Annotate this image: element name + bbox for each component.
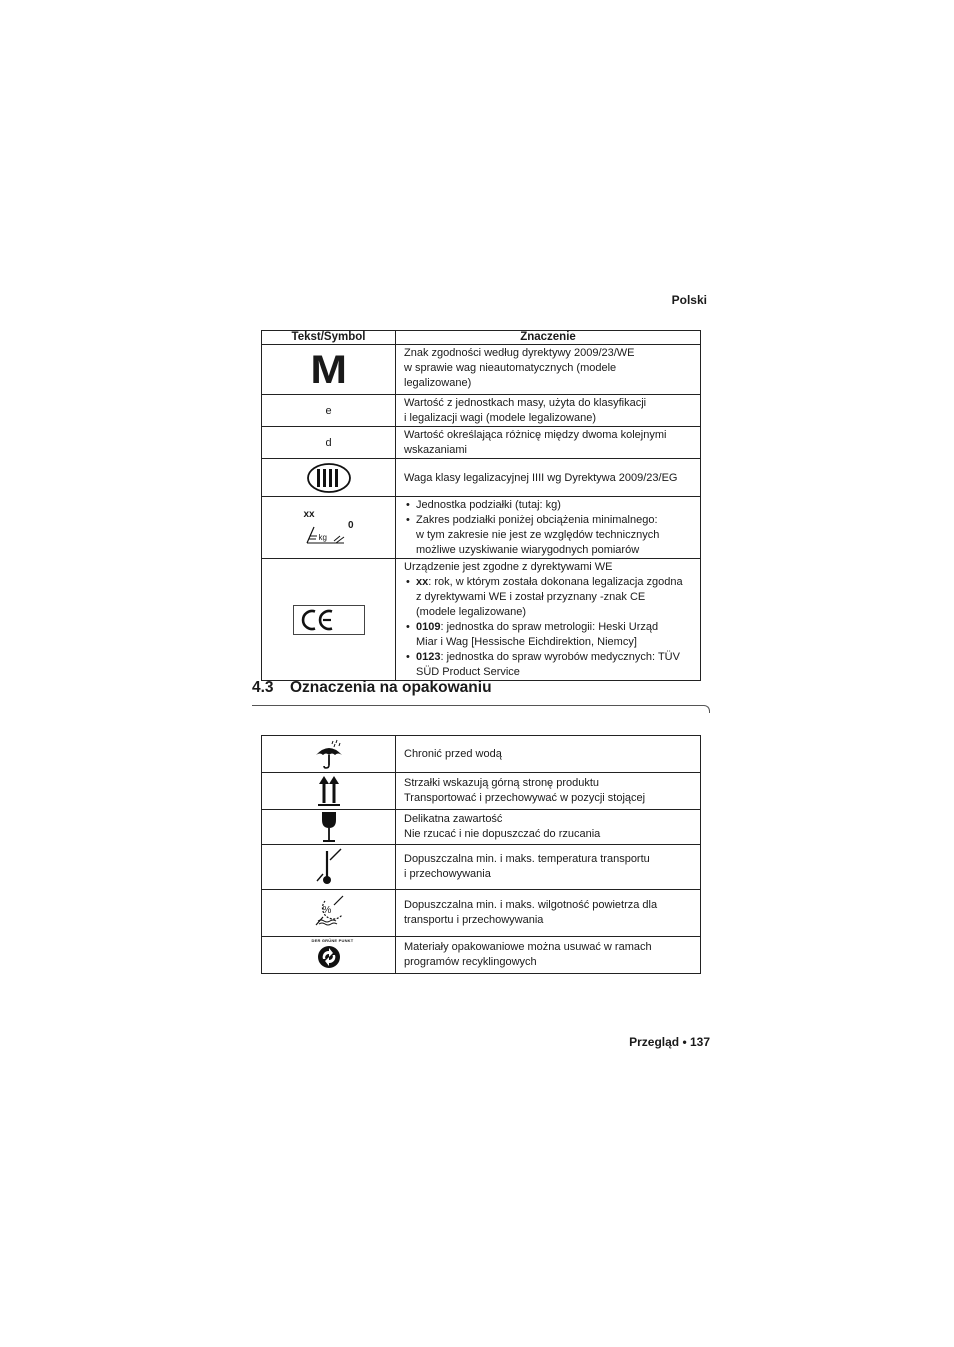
table-row [262,559,701,681]
symbol-cell [262,345,396,395]
symbol-cell [262,810,396,845]
meaning-cell: Wartość z jednostkach masy, użyta do klasyfikacji i legalizacji wagi (modele legalizowane) [396,395,701,427]
symbol-cell [262,559,396,681]
fragile-glass-icon [319,811,339,843]
table-row [262,345,701,395]
list-item: • Zakres podziałki poniżej obciążenia minimalnego: w tym zakresie nie jest ze względów technicznych możliwe uzyskiwanie wiarygodnych pomiarów [406,514,660,556]
metrology-m-icon: M [310,347,347,392]
meaning-cell: Urządzenie jest zgodne z dyrektywami WE • xx: rok, w którym została dokonana legalizacja zgodna z dyrektywami WE i został przyznany -znak CE (modele legalizowane) • 0109: jednostka do spraw metrologii: Heski Urząd Miar i Wag [Hessische Eichdirektion, Niemcy] • 0123: jednostka do spraw wyrobów medycznych: TÜV SÜD Product Service [396,559,701,681]
symbol-e-text: e [325,404,332,417]
symbol-cell [262,459,396,497]
table-row [262,937,701,974]
humidity-limit-icon: % [312,895,346,931]
section-divider [252,705,704,706]
table-row [262,773,701,810]
table-header-row [262,331,701,345]
meaning-cell: Wartość określająca różnicę między dwoma kolejnymi wskazaniami [396,427,701,459]
table-row [262,459,701,497]
meaning-cell: Dopuszczalna min. i maks. wilgotność powietrza dla transportu i przechowywania [396,890,701,937]
symbol-cell [262,395,396,427]
meaning-cell: Chronić przed wodą [396,736,701,773]
ce-mark-frame [293,605,365,635]
section-title: Oznaczenia na opakowaniu [290,679,492,696]
table-row [262,736,701,773]
symbol-d-text: d [325,436,332,449]
symbol-cell [262,845,396,890]
table-row [262,810,701,845]
umbrella-icon [313,739,345,769]
meaning-cell: Dopuszczalna min. i maks. temperatura transportu i przechowywania [396,845,701,890]
meaning-cell: Strzałki wskazują górną stronę produktu Transportować i przechowywać w pozycji stojącej [396,773,701,810]
section-heading [252,679,492,697]
meaning-cell: Znak zgodności według dyrektywy 2009/23/WE w sprawie wag nieautomatycznych (modele legalizowane) [396,345,701,395]
this-way-up-arrows-icon [316,775,342,807]
symbol-cell [262,736,396,773]
ce-mark-icon [300,608,336,632]
symbol-cell [262,937,396,974]
section-number: 4.3 [252,679,274,696]
meaning-cell [396,497,701,559]
meaning-cell: Waga klasy legalizacyjnej IIII wg Dyrektywa 2009/23/EG [396,459,701,497]
symbol-cell [262,890,396,937]
table-row [262,845,701,890]
green-dot-recycling-icon: DER GRÜNE PUNKT [312,938,346,972]
table-row [262,497,701,559]
symbol-cell [262,773,396,810]
list-item: • 0123: jednostka do spraw wyrobów medycznych: TÜV SÜD Product Service [406,651,680,678]
table-row [262,395,701,427]
accuracy-class-iiii-icon [306,462,352,494]
list-item: • xx: rok, w którym została dokonana legalizacja zgodna z dyrektywami WE i został przyznany -znak CE (modele legalizowane) [406,576,683,618]
table-row [262,890,701,937]
page-language-label: Polski [671,293,707,307]
symbol-meaning-table [261,330,701,681]
header-meaning: Znaczenie [396,331,701,345]
meaning-cell: Delikatna zawartość Nie rzucać i nie dopuszczać do rzucania [396,810,701,845]
meaning-cell: Materiały opakowaniowe można usuwać w ramach programów recyklingowych [396,937,701,974]
section-divider-curve [703,705,710,713]
symbol-cell [262,427,396,459]
page-footer: Przegląd • 137 [629,1035,710,1049]
packaging-symbols-table [261,735,701,974]
temperature-limit-icon [315,847,343,887]
table-row [262,427,701,459]
symbol-cell [262,497,396,559]
scale-interval-icon: xx 0 kg [303,508,354,542]
header-symbol: Tekst/Symbol [262,331,396,345]
list-item: • 0109: jednostka do spraw metrologii: Heski Urząd Miar i Wag [Hessische Eichdirektion, Niemcy] [406,621,659,648]
list-item: • Jednostka podziałki (tutaj: kg) [406,499,561,511]
